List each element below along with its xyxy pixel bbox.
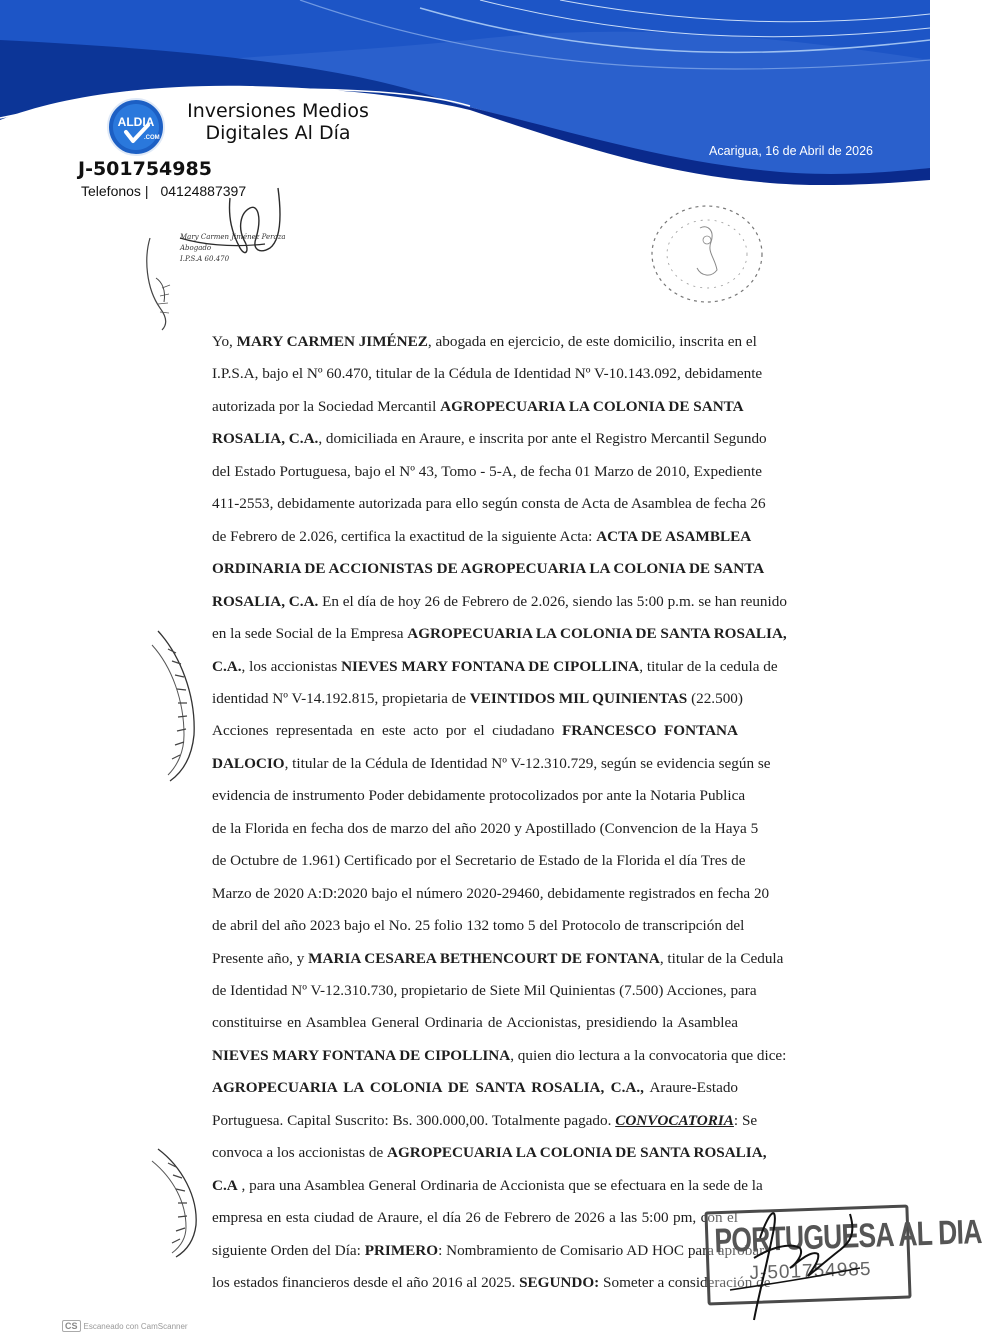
body-line: de abril del año 2023 bajo el No. 25 folio 132 tomo 5 del Protocolo de transcripción del xyxy=(212,917,745,935)
scanner-footer xyxy=(62,1320,188,1332)
body-line: siguiente Orden del Día: PRIMERO: Nombramiento de Comisario AD HOC para aprobar xyxy=(212,1241,765,1259)
body-line: Acciones representada en este acto por el ciudadano FRANCESCO FONTANA xyxy=(212,722,738,740)
body-line: del Estado Portuguesa, bajo el Nº 43, Tomo - 5-A, de fecha 01 Marzo de 2010, Expediente xyxy=(212,462,762,480)
body-line: autorizada por la Sociedad Mercantil AGROPECUARIA LA COLONIA DE SANTA xyxy=(212,397,744,415)
company-name-line1: Inversiones Medios xyxy=(187,100,369,122)
body-line: los estados financieros desde el año 2016 al 2025. SEGUNDO: Someter a consideración de xyxy=(212,1274,771,1292)
body-line: C.A , para una Asamblea General Ordinaria de Accionista que se efectuara en la sede de la xyxy=(212,1176,763,1194)
body-line: ORDINARIA DE ACCIONISTAS DE AGROPECUARIA LA COLONIA DE SANTA xyxy=(212,560,765,578)
phones-label: Telefonos | xyxy=(81,183,149,199)
body-line: Portuguesa. Capital Suscrito: Bs. 300.000,00. Totalmente pagado. CONVOCATORIA: Se xyxy=(212,1111,758,1129)
body-line: identidad Nº V-14.192.815, propietaria de VEINTIDOS MIL QUINIENTAS (22.500) xyxy=(212,689,743,707)
body-line: de Octubre de 1.961) Certificado por el Secretario de Estado de la Florida el día Tres de xyxy=(212,852,746,870)
phone-number: 04124887397 xyxy=(160,183,247,199)
company-rif: J-501754985 xyxy=(78,158,212,180)
body-line: Presente año, y MARIA CESAREA BETHENCOURT DE FONTANA, titular de la Cedula xyxy=(212,949,784,967)
svg-text:ALDIA: ALDIA xyxy=(117,115,155,129)
scanner-text: Escaneado con CamScanner xyxy=(83,1322,188,1331)
lawyer-stamp-name: Mary Carmen Jiménez Peraza xyxy=(180,233,286,241)
body-line: DALOCIO, titular de la Cédula de Identidad Nº V-12.310.729, según se evidencia según se xyxy=(212,754,771,772)
body-line: AGROPECUARIA LA COLONIA DE SANTA ROSALIA, C.A., Araure-Estado xyxy=(212,1079,739,1097)
body-line: evidencia de instrumento Poder debidamente protocolizados por ante la Notaria Publica xyxy=(212,787,746,805)
body-line: C.A., los accionistas NIEVES MARY FONTANA DE CIPOLLINA, titular de la cedula de xyxy=(212,657,778,675)
stamp-title: PORTUGUESA AL DIA xyxy=(713,1212,983,1261)
body-line: Marzo de 2020 A:D:2020 bajo el número 2020-29460, debidamente registrados en fecha 20 xyxy=(212,884,770,902)
body-line: NIEVES MARY FONTANA DE CIPOLLINA, quien dio lectura a la convocatoria que dice: xyxy=(212,1046,787,1064)
body-line: 411-2553, debidamente autorizada para ello según consta de Acta de Asamblea de fecha 26 xyxy=(212,495,766,513)
body-line: convoca a los accionistas de AGROPECUARIA LA COLONIA DE SANTA ROSALIA, xyxy=(212,1144,767,1162)
body-line: en la sede Social de la Empresa AGROPECUARIA LA COLONIA DE SANTA ROSALIA, xyxy=(212,625,787,643)
lawyer-stamp-title: Abogado xyxy=(180,244,212,252)
body-line: empresa en esta ciudad de Araure, el día 26 de Febrero de 2026 a las 5:00 pm, con el xyxy=(212,1209,738,1227)
company-name-line2: Digitales Al Día xyxy=(205,122,351,144)
body-line: de Febrero de 2.026, certifica la exactitud de la siguiente Acta: ACTA DE ASAMBLEA xyxy=(212,527,752,545)
bottom-signature xyxy=(700,1198,870,1323)
document-date: Acarigua, 16 de Abril de 2026 xyxy=(709,144,874,158)
camscanner-icon: CS xyxy=(62,1320,81,1332)
body-line: de la Florida en fecha dos de marzo del año 2020 y Apostillado (Convencion de la Haya 5 xyxy=(212,819,759,837)
svg-text:.COM: .COM xyxy=(144,135,160,141)
body-line: de Identidad Nº V-12.310.730, propietario de Siete Mil Quinientas (7.500) Acciones, para xyxy=(212,982,757,999)
body-line: constituirse en Asamblea General Ordinaria de Accionistas, presidiendo la Asamblea xyxy=(212,1014,738,1032)
body-line: I.P.S.A, bajo el Nº 60.470, titular de la Cédula de Identidad Nº V-10.143.092, debidamente xyxy=(212,365,763,383)
stamp-rif: J-501754985 xyxy=(749,1258,872,1285)
body-line: ROSALIA, C.A. En el día de hoy 26 de Febrero de 2.026, siendo las 5:00 p.m. se han reunido xyxy=(212,592,787,610)
lawyer-stamp-ipsa: I.P.S.A 60.470 xyxy=(180,255,230,263)
body-line: Yo, MARY CARMEN JIMÉNEZ, abogada en ejercicio, de este domicilio, inscrita en el xyxy=(212,333,757,350)
body-line: ROSALIA, C.A., domiciliada en Araure, e inscrita por ante el Registro Mercantil Segundo xyxy=(212,430,767,448)
